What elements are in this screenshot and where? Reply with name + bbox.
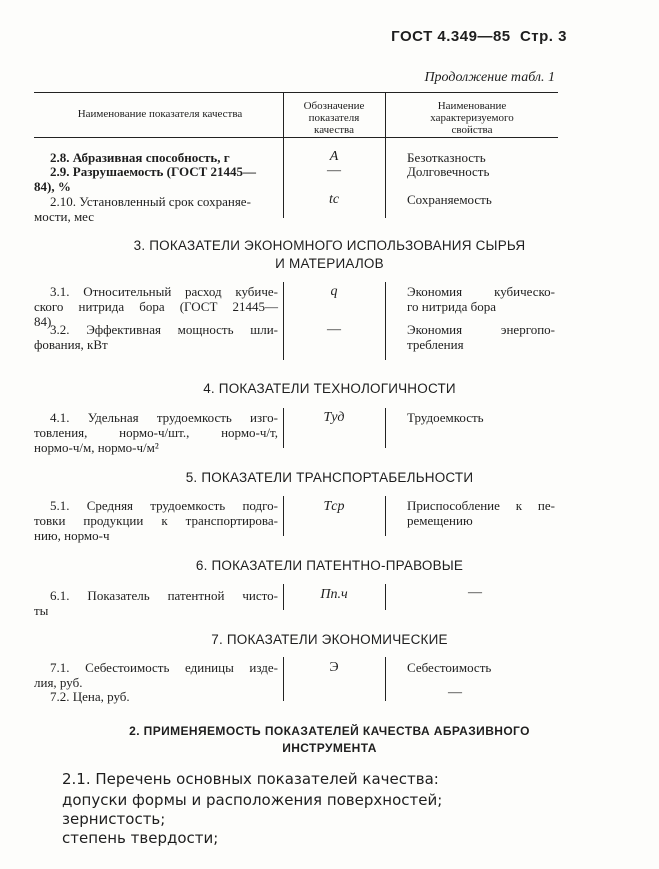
row-3-2-symbol: — xyxy=(327,322,341,337)
row-7-1-property: Себестоимость xyxy=(407,660,492,675)
row-2-10-name: 2.10. Установленный срок сохраняе- xyxy=(50,194,251,209)
col-header-name: Наименование показателя качества xyxy=(77,108,243,120)
sec4-divider-2 xyxy=(385,408,386,448)
page-number: Стр. 3 xyxy=(519,28,567,45)
list-item: степень твердости; xyxy=(62,829,219,847)
row-5-1-property: Приспособление к пе- ремещению xyxy=(407,498,555,528)
sec3-divider-2 xyxy=(385,282,386,360)
row-6-1-property: — xyxy=(468,585,482,600)
standard-number: ГОСТ 4.349—85 xyxy=(391,28,511,45)
sec5-divider-2 xyxy=(385,496,386,536)
col-header-property: Наименование характеризуемого свойства xyxy=(430,100,514,136)
row-2-10-symbol: tс xyxy=(328,192,340,207)
part-2-title: 2. ПРИМЕНЯЕМОСТЬ ПОКАЗАТЕЛЕЙ КАЧЕСТВА АБРАЗИВНОГО ИНСТРУМЕНТА xyxy=(129,724,530,755)
row-3-1-symbol: q xyxy=(330,284,338,299)
row-2-8-name: 2.8. Абразивная способность, г xyxy=(50,150,230,165)
table-continuation-label: Продолжение табл. 1 xyxy=(424,70,555,85)
row-divider-2 xyxy=(385,138,386,218)
row-7-2-property: — xyxy=(448,685,462,700)
row-2-9-name-cont: 84), % xyxy=(34,179,71,194)
page-header xyxy=(391,28,567,45)
sec7-divider-2 xyxy=(385,657,386,701)
section-4-title: 4. ПОКАЗАТЕЛИ ТЕХНОЛОГИЧНОСТИ xyxy=(203,381,456,396)
row-7-2-name: 7.2. Цена, руб. xyxy=(50,689,130,704)
row-2-9-name: 2.9. Разрушаемость (ГОСТ 21445— xyxy=(50,164,257,179)
row-5-1-symbol: Tср xyxy=(323,499,345,514)
row-6-1-symbol: Пп.ч xyxy=(320,587,348,602)
row-3-1-name: 3.1. Относительный расход кубиче- ского нитрида бора (ГОСТ 21445— 84) xyxy=(34,284,278,329)
table-header-rule xyxy=(34,137,558,138)
list-intro: 2.1. Перечень основных показателей качества: xyxy=(62,770,439,788)
section-5-title: 5. ПОКАЗАТЕЛИ ТРАНСПОРТАБЕЛЬНОСТИ xyxy=(185,470,474,485)
row-3-2-property: Экономия энергопо- требления xyxy=(407,322,555,352)
row-4-1-name: 4.1. Удельная трудоемкость изго- товления, нормо-ч/шт., нормо-ч/т, нормо-ч/м, нормо-ч/м² xyxy=(34,410,278,455)
row-2-9-property: Долговечность xyxy=(407,164,490,179)
row-2-9-symbol: — xyxy=(327,163,341,178)
list-item: зернистость; xyxy=(62,810,166,828)
row-2-10-name-cont: мости, мес xyxy=(34,209,95,224)
row-4-1-symbol: Tуд xyxy=(323,410,345,425)
row-4-1-property: Трудоемкость xyxy=(407,410,484,425)
row-2-8-property: Безотказность xyxy=(407,150,486,165)
row-7-1-symbol: Э xyxy=(329,660,339,675)
row-3-2-name: 3.2. Эффективная мощность шли- фования, кВт xyxy=(34,322,278,352)
section-7-title: 7. ПОКАЗАТЕЛИ ЭКОНОМИЧЕСКИЕ xyxy=(211,632,448,647)
sec6-divider-2 xyxy=(385,584,386,610)
row-7-1-name: 7.1. Себестоимость единицы изде- лия, руб. xyxy=(34,660,278,690)
row-5-1-name: 5.1. Средняя трудоемкость подго- товки продукции к транспортирова- нию, нормо-ч xyxy=(34,498,278,543)
row-3-1-property: Экономия кубическо- го нитрида бора xyxy=(407,284,555,314)
section-3-title: 3. ПОКАЗАТЕЛИ ЭКОНОМНОГО ИСПОЛЬЗОВАНИЯ СЫРЬЯ И МАТЕРИАЛОВ xyxy=(133,238,526,271)
row-6-1-name: 6.1. Показатель патентной чисто- ты xyxy=(34,588,278,618)
table-top-rule xyxy=(34,92,558,93)
col-header-symbol: Обозначение показателя качества xyxy=(303,100,365,136)
row-2-10-property: Сохраняемость xyxy=(407,192,492,207)
row-2-8-symbol: A xyxy=(329,149,339,164)
section-6-title: 6. ПОКАЗАТЕЛИ ПАТЕНТНО-ПРАВОВЫЕ xyxy=(195,558,464,573)
list-item: допуски формы и расположения поверхностей; xyxy=(62,791,443,809)
